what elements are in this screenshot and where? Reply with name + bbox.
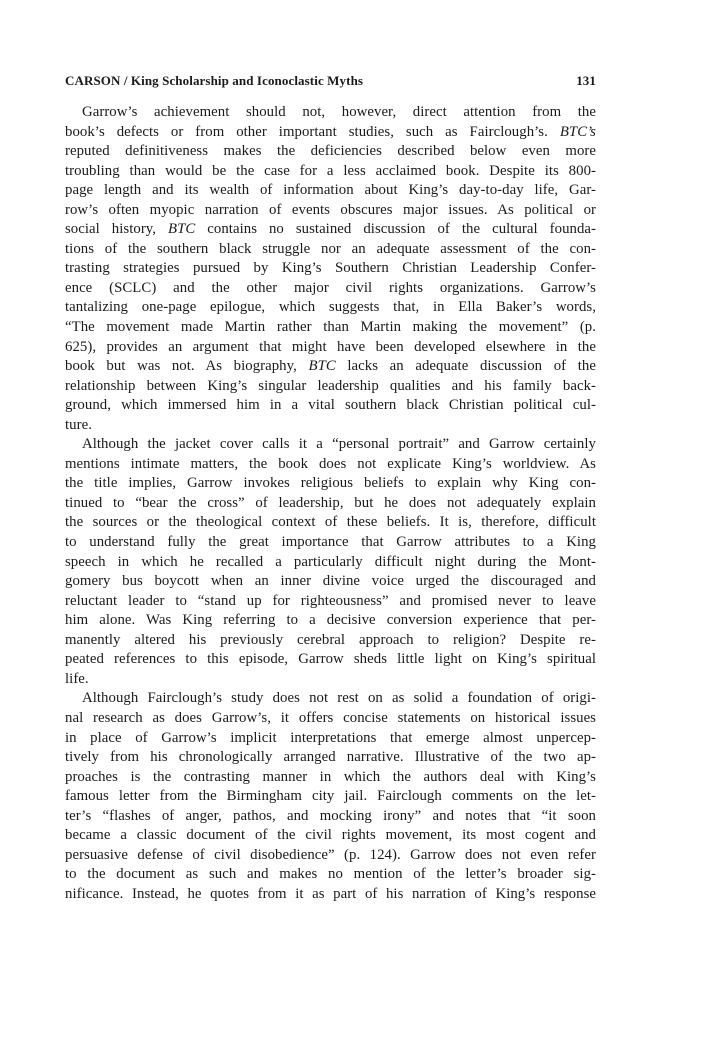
text-line: to the document as such and makes no mention of the letter’s broader sig- bbox=[65, 866, 596, 883]
text-line: famous letter from the Birmingham city jail. Fairclough comments on the let- bbox=[65, 788, 596, 805]
text-line: Garrow’s achievement should not, however, direct attention from the bbox=[82, 104, 596, 120]
text-line: ter’s “flashes of anger, pathos, and mocking irony” and notes that “it soon bbox=[65, 807, 596, 824]
article-body bbox=[65, 103, 596, 904]
text-line: page length and its wealth of information about King’s day-to-day life, Gar- bbox=[65, 182, 596, 199]
paragraph bbox=[65, 103, 596, 435]
text-line: row’s often myopic narration of events obscures major issues. As political or bbox=[65, 201, 596, 218]
text-line: trasting strategies pursued by King’s Southern Christian Leadership Confer- bbox=[65, 260, 596, 277]
text-line: gomery bus boycott when an inner divine voice urged the discouraged and bbox=[65, 573, 596, 590]
text-line: book’s defects or from other important studies, such as Fairclough’s. BTC’s bbox=[65, 123, 596, 140]
text-line: nificance. Instead, he quotes from it as part of his narration of King’s response bbox=[65, 885, 596, 902]
text-line: persuasive defense of civil disobedience” (p. 124). Garrow does not even refer bbox=[65, 846, 596, 863]
text-line: proaches is the contrasting manner in which the authors deal with King’s bbox=[65, 768, 596, 785]
text-line: ence (SCLC) and the other major civil rights organizations. Garrow’s bbox=[65, 279, 596, 296]
text-line: Although Fairclough’s study does not rest on as solid a foundation of origi- bbox=[82, 690, 596, 707]
text-line: tantalizing one-page epilogue, which suggests that, in Ella Baker’s words, bbox=[65, 299, 596, 316]
text-line: became a classic document of the civil rights movement, its most cogent and bbox=[65, 827, 596, 844]
text-line: life. bbox=[65, 670, 89, 687]
text-line: ground, which immersed him in a vital southern black Christian political cul- bbox=[65, 397, 596, 414]
page-number: 131 bbox=[576, 73, 596, 88]
running-header bbox=[65, 73, 596, 89]
text-line: tinued to “bear the cross” of leadership, but he does not adequately explain bbox=[65, 494, 596, 511]
text-line: reputed definitiveness makes the deficiencies described below even more bbox=[65, 143, 596, 160]
text-line: him alone. Was King referring to a decisive conversion experience that per- bbox=[65, 612, 596, 629]
text-line: ture. bbox=[65, 416, 92, 433]
text-line: troubling than would be the case for a less acclaimed book. Despite its 800- bbox=[65, 162, 596, 179]
text-line: the title implies, Garrow invokes religious beliefs to explain why King con- bbox=[65, 475, 596, 492]
text-line: book but was not. As biography, BTC lacks an adequate discussion of the bbox=[65, 358, 596, 375]
text-line: peated references to this episode, Garrow sheds little light on King’s spiritual bbox=[65, 651, 596, 668]
text-line: “The movement made Martin rather than Martin making the movement” (p. bbox=[65, 319, 596, 336]
text-line: manently altered his previously cerebral approach to religion? Despite re- bbox=[65, 631, 596, 648]
text-line: speech in which he recalled a particularly difficult night during the Mont- bbox=[65, 553, 596, 570]
text-line: tions of the southern black struggle nor an adequate assessment of the con- bbox=[65, 240, 596, 257]
text-line: nal research as does Garrow’s, it offers concise statements on historical issues bbox=[65, 709, 596, 726]
text-line: 625), provides an argument that might have been developed elsewhere in the bbox=[65, 338, 596, 355]
text-line: to understand fully the great importance that Garrow attributes to a King bbox=[65, 534, 596, 551]
text-line: reluctant leader to “stand up for righteousness” and promised never to leave bbox=[65, 592, 596, 609]
paragraph bbox=[65, 435, 596, 689]
text-line: social history, BTC contains no sustained discussion of the cultural founda- bbox=[65, 221, 597, 238]
text-line: tively from his chronologically arranged narrative. Illustrative of the two ap- bbox=[65, 749, 596, 766]
paragraph bbox=[65, 689, 596, 904]
running-title: CARSON / King Scholarship and Iconoclastic Myths bbox=[65, 73, 364, 88]
text-line: the sources or the theological context of these beliefs. It is, therefore, difficult bbox=[65, 514, 596, 531]
text-line: mentions intimate matters, the book does not explicate King’s worldview. As bbox=[65, 455, 596, 472]
text-line: Although the jacket cover calls it a “personal portrait” and Garrow certainly bbox=[82, 436, 596, 453]
text-line: in place of Garrow’s implicit interpretations that emerge almost unpercep- bbox=[65, 729, 596, 746]
text-line: relationship between King’s singular leadership qualities and his family back- bbox=[65, 377, 596, 394]
